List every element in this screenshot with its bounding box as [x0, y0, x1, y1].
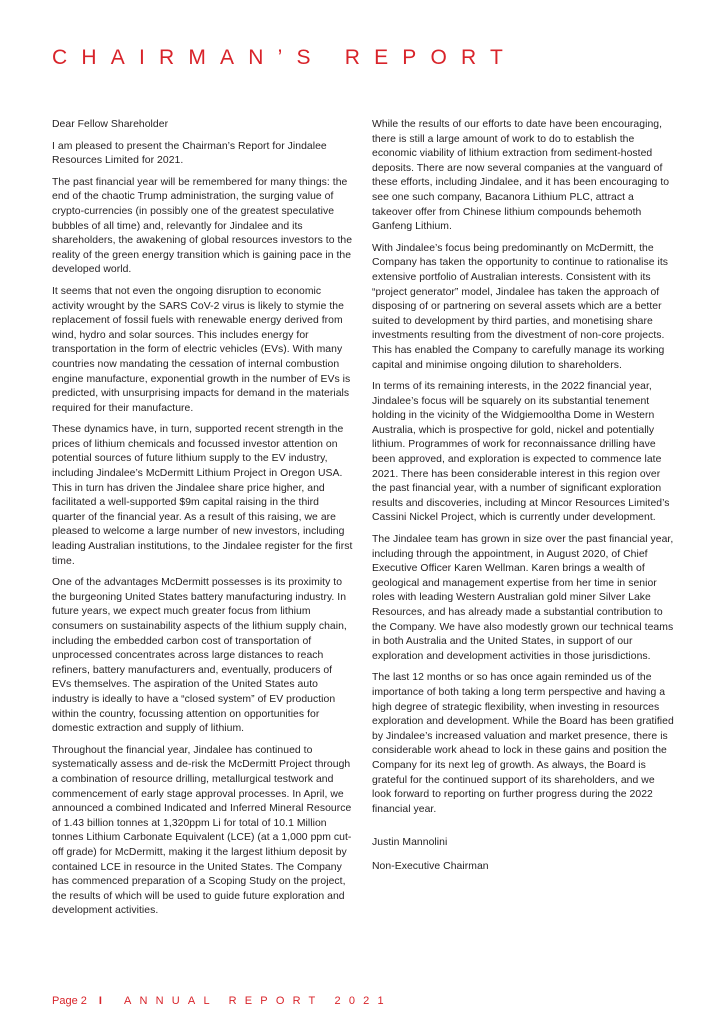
- paragraph: These dynamics have, in turn, supported recent strength in the prices of lithium chemicals and focussed investor attention on potential sources of future lithium supply to the EV industry, including Jindalee’s McDermitt Lithium Project in Oregon USA. This in turn has driven the Jindalee share price higher, and facilitated a well-supported $9m capital raising in the third quarter of the financial year. As a result of this raising, we are pleased to welcome a large number of new investors, including leading Australian institutions, to the Jindalee register for the first time.: [52, 424, 353, 567]
- paragraph: In terms of its remaining interests, in the 2022 financial year, Jindalee’s focus will be squarely on its substantial tenement holding in the vicinity of the Widgiemooltha Dome in Western Australia, which is prospective for gold, nickel and potentially lithium. Programmes of work for reconnaissance drilling have been approved, and exploration is expected to commence late 2021. There has been considerable interest in this region over the past financial year, with a number of significant exploration results and discoveries, including at Mincor Resources Limited’s Cassini Nickel Project, which is currently under development.: [372, 381, 670, 524]
- paragraph: One of the advantages McDermitt possesses is its proximity to the burgeoning United States battery manufacturing industry. In future years, we expect much greater focus from lithium consumers on sustainability aspects of the lithium supply chain, including the embedded carbon cost of transportation of unprocessed concentrates across large distances to reach refiners, battery manufacturers and, eventually, producers of EVs themselves. The aspiration of the United States auto industry is ideally to have a “closed system” of EV production within the country, focussing attention on opportunities for domestic extraction and supply of lithium.: [52, 577, 347, 735]
- paragraph: The past financial year will be remembered for many things: the end of the chaotic Trump administration, the surging value of crypto-currencies (in possibly one of the greatest speculative bubbles of all time) and, relevantly for Jindalee and its shareholders, the awakening of global resources investors to the reality of the green energy transition which is gaining pace in the developed world.: [52, 176, 353, 276]
- paragraph: The last 12 months or so has once again reminded us of the importance of both taking a long term perspective and having a high degree of strategic flexibility, when investing in resources exploration and development. While the Board has been gratified by Jindalee’s increased valuation and market presence, there is considerable work ahead to lock in these gains and position the Company for its next leg of growth. As always, the Board is grateful for the continued support of its shareholders, and we look forward to reporting on further progress during the 2022 financial year.: [372, 672, 674, 815]
- page-number: Page 2: [52, 995, 87, 1007]
- signature-block: [372, 836, 676, 874]
- report-name: ANNUAL REPORT 2021: [123, 995, 392, 1007]
- paragraph: With Jindalee’s focus being predominantly on McDermitt, the Company has taken the opportunity to continue to rationalise its extensive portfolio of Australian interests. Consistent with its “project generator” model, Jindalee has taken the approach of disposing of or partnering on several assets which are a better suited to development by third parties, and monetising share investments resulting from the divestment of non-core projects. This has enabled the Company to carefully manage its working capital and minimise ongoing dilution to shareholders.: [372, 242, 669, 371]
- page-title: CHAIRMAN’S REPORT: [52, 46, 518, 69]
- left-column: [52, 118, 354, 926]
- paragraph: While the results of our efforts to date have been encouraging, there is still a large amount of work to do to establish the economic viability of lithium extraction from sediment-hosted deposits. There are now several companies at the vanguard of these efforts, including Jindalee, and it has been encouraging to see one such company, Bacanora Lithium PLC, attract a takeover offer from Chinese lithium compounds behemoth Ganfeng Lithium.: [372, 119, 670, 233]
- paragraph: I am pleased to present the Chairman’s Report for Jindalee Resources Limited for 2021.: [52, 140, 327, 167]
- paragraph: Throughout the financial year, Jindalee has continued to systematically assess and de-risk the McDermitt Project through a combination of resource drilling, metallurgical testwork and commencement of early stage approval processes. In April, we announced a combined Indicated and Inferred Mineral Resource of 1.43 billion tonnes at 1,320ppm Li for total of 10.1 Million tonnes Lithium Carbonate Equivalent (LCE) (at a 1,000 ppm cut-off grade) for McDermitt, making it the largest lithium deposit by contained LCE in resource in the United States. The Company has commenced preparation of a Scoping Study on the project, the results of which will be used to guide future exploration and development activities.: [52, 744, 352, 917]
- footer-separator: I: [98, 995, 102, 1007]
- paragraph: The Jindalee team has grown in size over the past financial year, including through the appointment, in August 2020, of Chief Executive Officer Karen Wellman. Karen brings a wealth of geological and management expertise from her time in senior roles with leading Western Australian gold miner Silver Lake Resources, and has already made a substantial contribution to the Company. We have also modestly grown our technical teams in both Australia and the United States, in support of our exploration and development activities in those jurisdictions.: [372, 534, 674, 662]
- right-column: [372, 118, 676, 884]
- page-footer: [52, 995, 392, 1007]
- salutation: Dear Fellow Shareholder: [52, 119, 169, 130]
- paragraph: It seems that not even the ongoing disruption to economic activity wrought by the SARS CoV-2 virus is likely to stymie the replacement of fossil fuels with renewable energy derived from wind, hydro and solar sources. This includes energy for transportation in the form of electric vehicles (EVs). With many countries now mandating the cessation of internal combustion engine manufacture, exponential growth in the number of EVs is predicted, with unsurprising impacts for demand in the materials required for their manufacture.: [52, 285, 351, 414]
- signatory-name: Justin Mannolini: [372, 837, 448, 849]
- signatory-role: Non-Executive Chairman: [372, 860, 489, 872]
